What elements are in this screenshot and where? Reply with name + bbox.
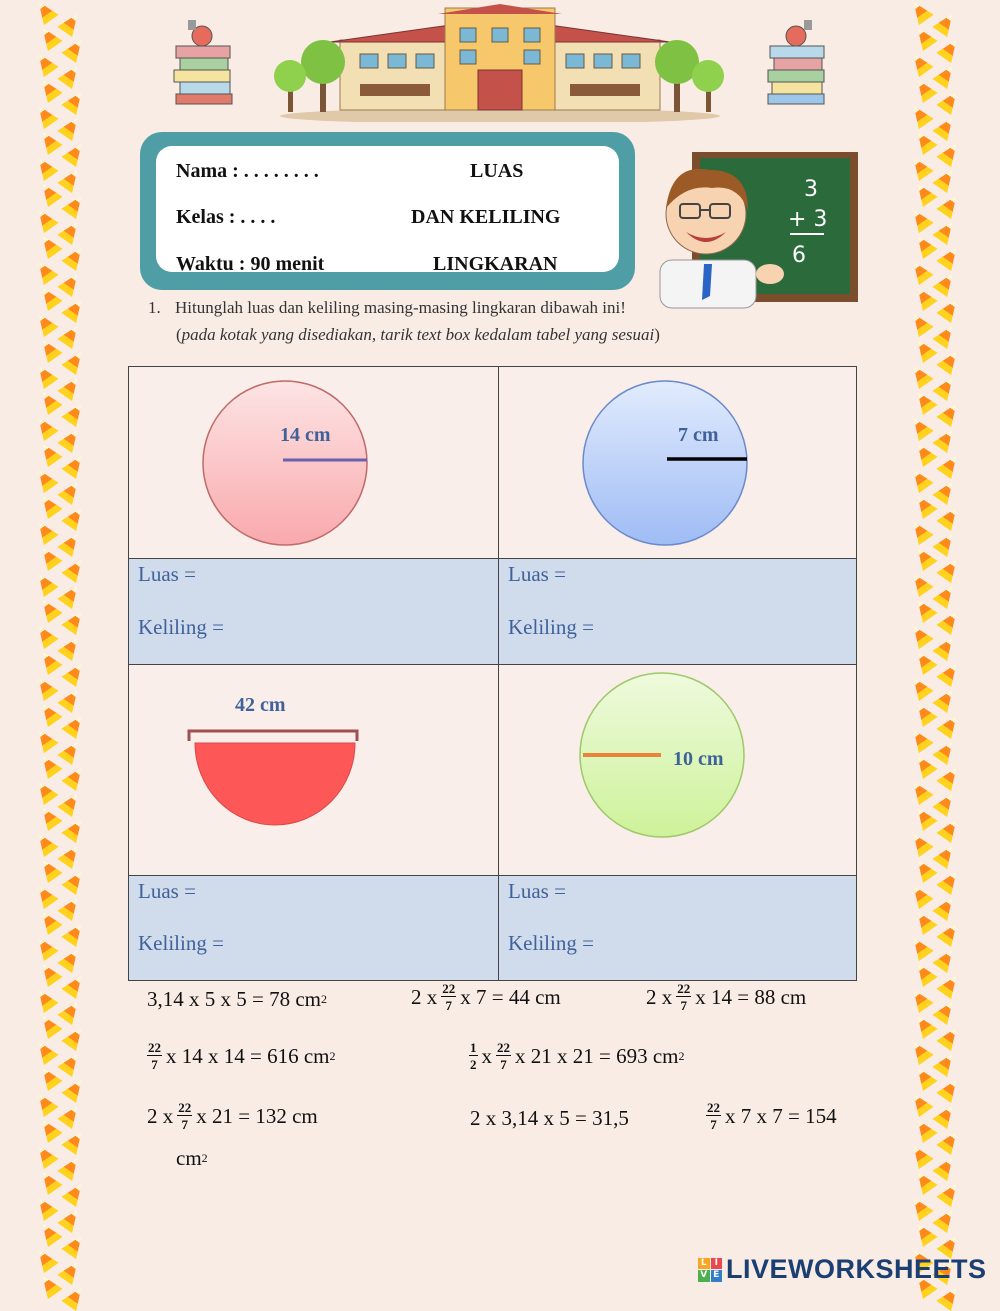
candy-corn-icon (906, 413, 933, 441)
candy-corn-icon (906, 1089, 933, 1117)
candy-corn-icon (906, 361, 933, 389)
opt8-den: 7 (710, 1117, 717, 1132)
candy-corn-icon (61, 243, 88, 271)
candy-corn-icon (906, 777, 933, 805)
opt7-text: 2 x 3,14 x 5 = 31,5 (470, 1106, 629, 1130)
opt2-den: 7 (445, 998, 452, 1013)
candy-corn-icon (61, 1283, 88, 1311)
opt2-post: x 7 = 44 cm (460, 984, 561, 1009)
candy-corn-icon (57, 61, 84, 89)
candy-corn-icon (31, 1193, 58, 1221)
instruction-line (148, 298, 626, 318)
answer-option-6[interactable] (147, 1101, 318, 1131)
opt6-pre: 2 x (147, 1103, 174, 1128)
waktu-field: Waktu : 90 menit (176, 253, 325, 275)
candy-corn-icon (932, 1101, 959, 1129)
logo-letter-l: L (698, 1258, 710, 1270)
candy-corn-icon (57, 1153, 84, 1181)
candy-corn-icon (936, 1023, 963, 1051)
luas-label-1: Luas = (138, 562, 196, 586)
candy-corn-icon (936, 295, 963, 323)
candy-corn-icon (936, 191, 963, 219)
opt1-text: 3,14 x 5 x 5 = 78 cm (147, 987, 321, 1011)
opt1-sup: 2 (321, 992, 327, 1006)
candy-corn-icon (906, 1141, 933, 1169)
nama-field: Nama : . . . . . . . . (176, 160, 319, 182)
answer-option-2[interactable] (411, 982, 561, 1012)
answer-option-3[interactable] (646, 982, 806, 1012)
candy-corn-icon (31, 881, 58, 909)
figure-label-3: 42 cm (235, 694, 286, 716)
opt3-num: 22 (677, 981, 691, 996)
opt8-fraction (706, 1101, 721, 1131)
candy-corn-icon (936, 815, 963, 843)
candy-corn-icon (936, 659, 963, 687)
luas-label-2: Luas = (508, 562, 566, 586)
instruction-text: Hitunglah luas dan keliling masing-masing lingkaran dibawah ini! (175, 298, 626, 317)
candy-corn-icon (936, 867, 963, 895)
opt5-den2: 7 (500, 1057, 507, 1072)
candy-corn-icon (61, 763, 88, 791)
figure-label-4: 10 cm (673, 748, 724, 770)
candy-corn-icon (61, 1023, 88, 1051)
candy-corn-icon (61, 399, 88, 427)
candy-corn-icon (932, 633, 959, 661)
instruction-open-paren: ( (176, 325, 182, 344)
figure-cell-4 (498, 664, 857, 876)
candy-corn-icon (31, 413, 58, 441)
candy-corn-icon (57, 893, 84, 921)
candy-corn-icon (31, 1089, 58, 1117)
instruction-number: 1. (148, 298, 161, 317)
candy-corn-icon (57, 477, 84, 505)
candy-corn-icon (57, 165, 84, 193)
red-semicircle (195, 743, 355, 825)
candy-corn-icon (31, 49, 58, 77)
candy-corn-icon (906, 933, 933, 961)
candy-corn-icon (932, 1049, 959, 1077)
candy-corn-icon (61, 659, 88, 687)
candy-corn-icon (932, 269, 959, 297)
instruction-close-paren: ) (654, 325, 660, 344)
candy-corn-icon (57, 1205, 84, 1233)
semicircle-figure-3 (129, 665, 498, 875)
candy-corn-icon (57, 841, 84, 869)
candy-corn-icon (61, 191, 88, 219)
opt3-fraction (676, 982, 691, 1012)
answer-cell-4[interactable] (498, 875, 857, 981)
opt5-den1: 2 (470, 1057, 477, 1072)
candy-corn-icon (932, 789, 959, 817)
candy-corn-icon (936, 139, 963, 167)
candy-corn-icon (936, 1127, 963, 1155)
candy-corn-icon (932, 217, 959, 245)
candy-corn-icon (57, 945, 84, 973)
figure-label-1: 14 cm (280, 424, 331, 446)
candy-corn-icon (31, 829, 58, 857)
candy-corn-icon (31, 101, 58, 129)
opt6-den: 7 (181, 1117, 188, 1132)
candy-corn-icon (906, 881, 933, 909)
opt5-post: x 21 x 21 = 693 cm (515, 1043, 679, 1068)
candy-corn-icon (61, 139, 88, 167)
candy-corn-icon (932, 841, 959, 869)
opt4-num: 22 (148, 1040, 161, 1055)
opt8-num: 22 (707, 1100, 720, 1115)
opt2-num: 22 (442, 981, 456, 996)
candy-corn-icon (936, 243, 963, 271)
opt3-post: x 14 = 88 cm (695, 984, 807, 1009)
answer-option-6-continuation (176, 1146, 208, 1171)
candy-corn-icon (932, 1205, 959, 1233)
candy-corn-icon (61, 451, 88, 479)
candy-corn-icon (906, 517, 933, 545)
candy-corn-icon (932, 945, 959, 973)
figure-cell-2 (498, 366, 857, 559)
candy-corn-icon (57, 1257, 84, 1285)
candy-corn-icon (61, 503, 88, 531)
candy-corn-icon (906, 153, 933, 181)
candy-corn-icon (932, 1153, 959, 1181)
opt6-cont-sup: 2 (201, 1151, 208, 1165)
candy-corn-icon (936, 1075, 963, 1103)
candy-corn-icon (906, 101, 933, 129)
opt6-fraction (177, 1101, 192, 1131)
opt4-fraction (147, 1041, 162, 1071)
keliling-label-4: Keliling = (508, 931, 594, 955)
logo-letter-e: E (711, 1270, 723, 1282)
candy-corn-icon (57, 321, 84, 349)
opt8-post: x 7 x 7 = 154 (725, 1103, 837, 1128)
candy-corn-icon (932, 477, 959, 505)
candy-corn-icon (61, 815, 88, 843)
candy-corn-icon (936, 607, 963, 635)
candy-corn-icon (61, 971, 88, 999)
candy-corn-icon (57, 737, 84, 765)
candy-corn-icon (31, 725, 58, 753)
candy-corn-icon (61, 87, 88, 115)
candy-corn-icon (61, 347, 88, 375)
instruction-italic: pada kotak yang disediakan, tarik text box kedalam tabel yang sesuai (181, 325, 655, 344)
board-line-3: 6 (792, 243, 806, 268)
answer-option-7[interactable] (470, 1106, 629, 1131)
candy-corn-icon (932, 425, 959, 453)
candy-corn-icon (906, 829, 933, 857)
candy-corn-icon (906, 309, 933, 337)
candy-corn-icon (936, 35, 963, 63)
candy-corn-icon (906, 621, 933, 649)
candy-corn-icon (936, 399, 963, 427)
worksheet-table (128, 366, 857, 981)
candy-corn-icon (31, 153, 58, 181)
candy-corn-icon (61, 295, 88, 323)
teacher-chalkboard-illustration (652, 148, 862, 310)
candy-corn-icon (936, 711, 963, 739)
circle-figure-1 (129, 367, 498, 558)
pink-circle (203, 381, 367, 545)
logo-letter-v: V (698, 1270, 710, 1282)
liveworksheets-logo-text: LIVEWORKSHEETS (726, 1254, 987, 1284)
candy-corn-icon (932, 9, 959, 37)
answer-option-1[interactable] (147, 987, 327, 1012)
candy-corn-icon (906, 0, 933, 25)
candy-corn-icon (906, 1193, 933, 1221)
candy-corn-icon (61, 607, 88, 635)
candy-corn-icon (61, 1231, 88, 1259)
candy-corn-icon (61, 1075, 88, 1103)
candy-corn-icon (61, 555, 88, 583)
opt5-num1: 1 (470, 1040, 477, 1055)
candy-corn-icon (906, 569, 933, 597)
candy-corn-icon (932, 61, 959, 89)
candy-corn-icon (936, 1179, 963, 1207)
candy-corn-icon (61, 35, 88, 63)
candy-corn-icon (31, 205, 58, 233)
candy-corn-icon (61, 1127, 88, 1155)
keliling-label-3: Keliling = (138, 931, 224, 955)
opt3-pre: 2 x (646, 984, 673, 1009)
candy-corn-icon (31, 0, 58, 25)
candy-corn-icon (936, 1283, 963, 1311)
title-line-3: LINGKARAN (433, 253, 558, 275)
candy-border-left (30, 0, 90, 1291)
candy-corn-icon (936, 971, 963, 999)
logo-letter-i: I (711, 1258, 723, 1270)
candy-corn-icon (932, 737, 959, 765)
candy-corn-icon (31, 621, 58, 649)
candy-corn-icon (906, 49, 933, 77)
instruction-note (176, 325, 660, 345)
candy-corn-icon (57, 425, 84, 453)
school-building-illustration (270, 4, 730, 122)
candy-corn-icon (906, 257, 933, 285)
circle-figure-4 (499, 665, 856, 875)
answer-option-4[interactable] (143, 1041, 336, 1071)
opt5-fraction-1 (469, 1041, 478, 1071)
candy-corn-icon (31, 777, 58, 805)
candy-corn-icon (57, 113, 84, 141)
board-line-2: + 3 (788, 207, 828, 232)
opt6-post: x 21 = 132 cm (196, 1103, 318, 1128)
opt6-num: 22 (178, 1100, 192, 1115)
candy-corn-icon (906, 725, 933, 753)
candy-corn-icon (936, 347, 963, 375)
candy-corn-icon (936, 451, 963, 479)
candy-corn-icon (57, 1101, 84, 1129)
keliling-label-1: Keliling = (138, 615, 224, 639)
candy-corn-icon (932, 529, 959, 557)
candy-corn-icon (57, 997, 84, 1025)
candy-corn-icon (61, 1179, 88, 1207)
title-line-1: LUAS (470, 160, 524, 182)
candy-corn-icon (31, 1037, 58, 1065)
candy-corn-icon (57, 269, 84, 297)
luas-label-3: Luas = (138, 879, 196, 903)
candy-corn-icon (932, 581, 959, 609)
candy-corn-icon (936, 763, 963, 791)
candy-corn-icon (31, 569, 58, 597)
name-card (140, 132, 635, 290)
candy-corn-icon (906, 205, 933, 233)
answer-option-5[interactable] (465, 1041, 685, 1071)
candy-corn-icon (57, 529, 84, 557)
candy-corn-icon (932, 165, 959, 193)
candy-corn-icon (31, 465, 58, 493)
candy-corn-icon (932, 893, 959, 921)
candy-corn-icon (31, 517, 58, 545)
candy-corn-icon (31, 985, 58, 1013)
figure-cell-1 (128, 366, 499, 559)
luas-label-4: Luas = (508, 879, 566, 903)
candy-corn-icon (906, 1037, 933, 1065)
candy-corn-icon (906, 985, 933, 1013)
opt2-fraction (441, 982, 456, 1012)
books-left-illustration (168, 16, 238, 106)
books-right-illustration (762, 16, 832, 106)
candy-corn-icon (31, 933, 58, 961)
opt5-num2: 22 (497, 1040, 510, 1055)
candy-corn-icon (932, 997, 959, 1025)
candy-corn-icon (906, 673, 933, 701)
candy-corn-icon (932, 321, 959, 349)
candy-corn-icon (57, 217, 84, 245)
diameter-bracket (189, 731, 357, 741)
answer-cell-2[interactable] (498, 558, 857, 665)
liveworksheets-logo-icon (698, 1258, 722, 1282)
candy-corn-icon (31, 1141, 58, 1169)
candy-corn-icon (932, 685, 959, 713)
answer-option-8[interactable] (702, 1101, 837, 1131)
candy-corn-icon (31, 257, 58, 285)
candy-corn-icon (936, 503, 963, 531)
candy-corn-icon (906, 465, 933, 493)
candy-border-right (905, 0, 965, 1291)
candy-corn-icon (936, 87, 963, 115)
figure-cell-3 (128, 664, 499, 876)
candy-corn-icon (31, 361, 58, 389)
kelas-field: Kelas : . . . . (176, 206, 276, 228)
candy-corn-icon (31, 1245, 58, 1273)
opt4-post: x 14 x 14 = 616 cm (166, 1043, 330, 1068)
keliling-label-2: Keliling = (508, 615, 594, 639)
opt2-pre: 2 x (411, 984, 438, 1009)
opt5-fraction-2 (496, 1041, 511, 1071)
candy-corn-icon (932, 373, 959, 401)
liveworksheets-logo (698, 1254, 987, 1285)
board-line-1: 3 (804, 177, 818, 202)
blue-circle (583, 381, 747, 545)
candy-corn-icon (57, 373, 84, 401)
candy-corn-icon (31, 673, 58, 701)
candy-corn-icon (61, 919, 88, 947)
candy-corn-icon (31, 309, 58, 337)
candy-corn-icon (57, 685, 84, 713)
opt3-den: 7 (680, 998, 687, 1013)
candy-corn-icon (57, 1049, 84, 1077)
circle-figure-2 (499, 367, 856, 558)
candy-corn-icon (57, 633, 84, 661)
candy-corn-icon (936, 919, 963, 947)
figure-label-2: 7 cm (678, 424, 719, 446)
answer-cell-1[interactable] (128, 558, 499, 665)
opt4-den: 7 (151, 1057, 158, 1072)
candy-corn-icon (936, 555, 963, 583)
title-line-2: DAN KELILING (411, 206, 561, 228)
opt6-cont: cm (176, 1146, 202, 1170)
candy-corn-icon (932, 113, 959, 141)
candy-corn-icon (57, 581, 84, 609)
opt5-mid: x (481, 1043, 492, 1068)
opt5-sup: 2 (678, 1048, 685, 1063)
candy-corn-icon (57, 789, 84, 817)
candy-corn-icon (61, 711, 88, 739)
candy-corn-icon (61, 867, 88, 895)
answer-cell-3[interactable] (128, 875, 499, 981)
opt4-sup: 2 (329, 1048, 336, 1063)
candy-corn-icon (57, 9, 84, 37)
